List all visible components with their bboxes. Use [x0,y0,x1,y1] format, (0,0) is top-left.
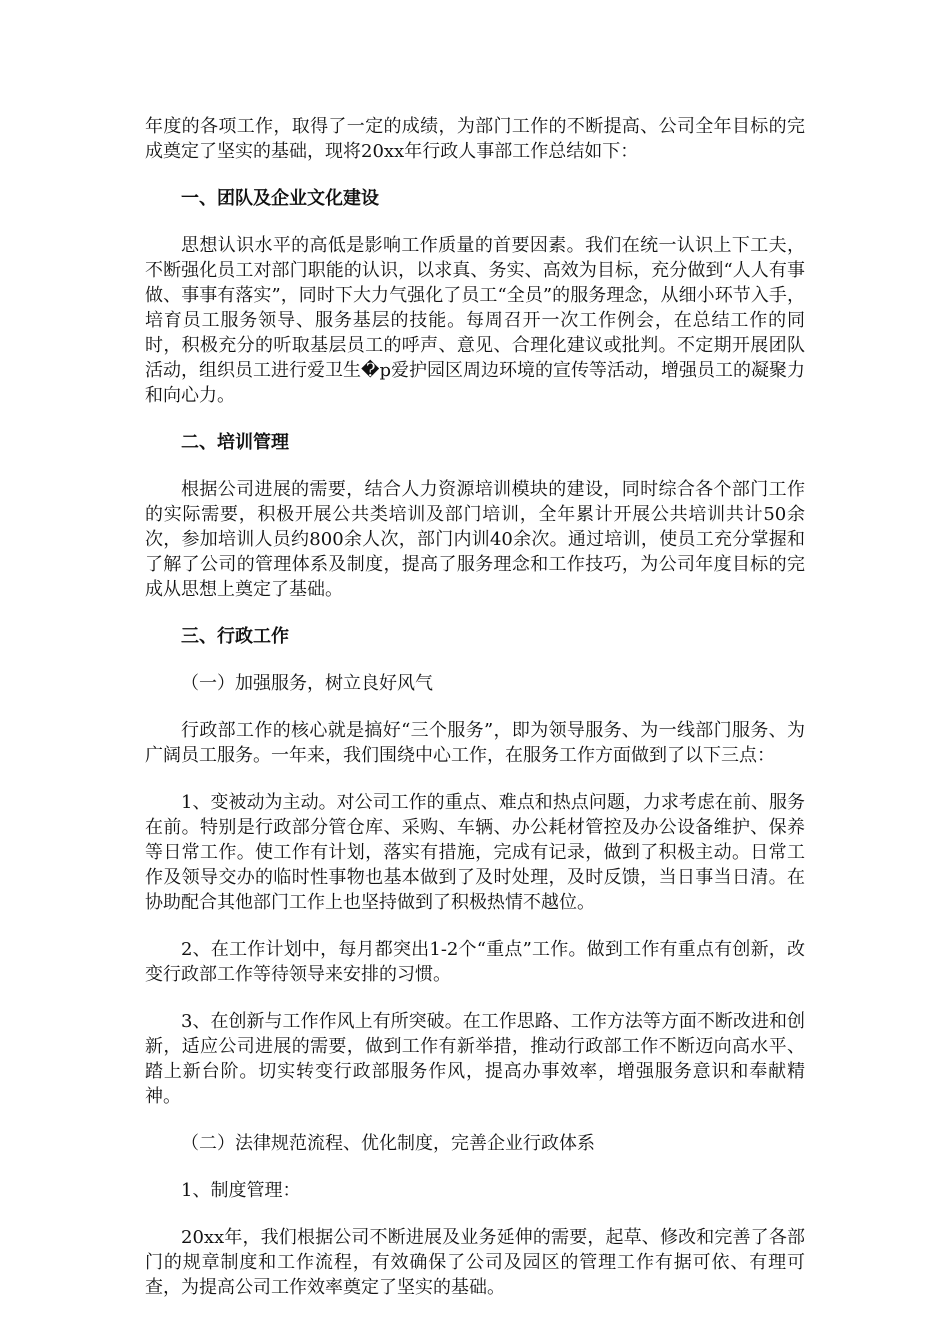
spacer [145,455,805,477]
spacer [145,1203,805,1225]
spacer [145,1156,805,1178]
point-2-paragraph: 2、在工作计划中，每月都突出1-2个“重点”工作。做到工作有重点有创新，改变行政部工作等待领导来安排的习惯。 [145,939,805,985]
subsection-1-heading: （一）加强服务，树立良好风气 [181,673,433,694]
point-3-paragraph: 3、在创新与工作作风上有所突破。在工作思路、工作方法等方面不断改进和创新，适应公司进展的需要，做到工作有新举措，推动行政部工作不断迈向高水平、踏上新台阶。切实转变行政部服务作风，提高办事效率，增强服务意识和奉献精神。 [145,1011,805,1107]
spacer [145,696,805,718]
spacer [145,211,805,233]
section-2-heading: 二、培训管理 [181,432,289,453]
section-2-body: 根据公司进展的需要，结合人力资源培训模块的建设，同时综合各个部门工作的实际需要，积极开展公共类培训及部门培训，全年累计开展公共培训共计50余次，参加培训人员约800余人次，部门内训40余次。通过培训，使员工充分掌握和了解了公司的管理体系及制度，提高了服务理念和工作技巧，为公司年度目标的完成从思想上奠定了基础。 [145,479,805,600]
point-1-paragraph: 1、变被动为主动。对公司工作的重点、难点和热点问题，力求考虑在前、服务在前。特别是行政部分管仓库、采购、车辆、办公耗材管控及办公设备维护、保养等日常工作。使工作有计划，落实有措施，完成有记录，做到了积极主动。日常工作及领导交办的临时性事物也基本做到了及时处理，及时反馈，当日事当日清。在协助配合其他部门工作上也坚持做到了积极热情不越位。 [145,792,805,913]
spacer [145,164,805,186]
section-1-heading: 一、团队及企业文化建设 [181,188,379,209]
document-page [145,114,805,1300]
section-3-heading: 三、行政工作 [181,626,289,647]
spacer [145,649,805,671]
spacer [145,408,805,430]
spacer [145,915,805,937]
subsection-2-item-1: 1、制度管理： [181,1180,301,1201]
section-1-body: 思想认识水平的高低是影响工作质量的首要因素。我们在统一认识上下工夫，不断强化员工对部门职能的认识，以求真、务实、高效为目标，充分做到“人人有事做、事事有落实”，同时下大力气强化了员工“全员”的服务理念，从细小环节入手，培育员工服务领导、服务基层的技能。每周召开一次工作例会，在总结工作的同时，积极充分的听取基层员工的呼声、意见、合理化建议或批判。不定期开展团队活动，组织员工进行爱卫生�p爱护园区周边环境的宣传等活动，增强员工的凝聚力和向心力。 [145,235,805,406]
intro-paragraph: 年度的各项工作，取得了一定的成绩，为部门工作的不断提高、公司全年目标的完成奠定了坚实的基础，现将20xx年行政人事部工作总结如下： [145,116,805,162]
subsection-1-body: 行政部工作的核心就是搞好“三个服务”，即为领导服务、为一线部门服务、为广阔员工服务。一年来，我们围绕中心工作，在服务工作方面做到了以下三点： [145,720,805,766]
spacer [145,987,805,1009]
subsection-2-body: 20xx年，我们根据公司不断进展及业务延伸的需要，起草、修改和完善了各部门的规章制度和工作流程，有效确保了公司及园区的管理工作有据可依、有理可查，为提高公司工作效率奠定了坚实的基础。 [145,1227,805,1298]
spacer [145,1109,805,1131]
subsection-2-heading: （二）法律规范流程、优化制度，完善企业行政体系 [181,1133,595,1154]
spacer [145,602,805,624]
spacer [145,768,805,790]
